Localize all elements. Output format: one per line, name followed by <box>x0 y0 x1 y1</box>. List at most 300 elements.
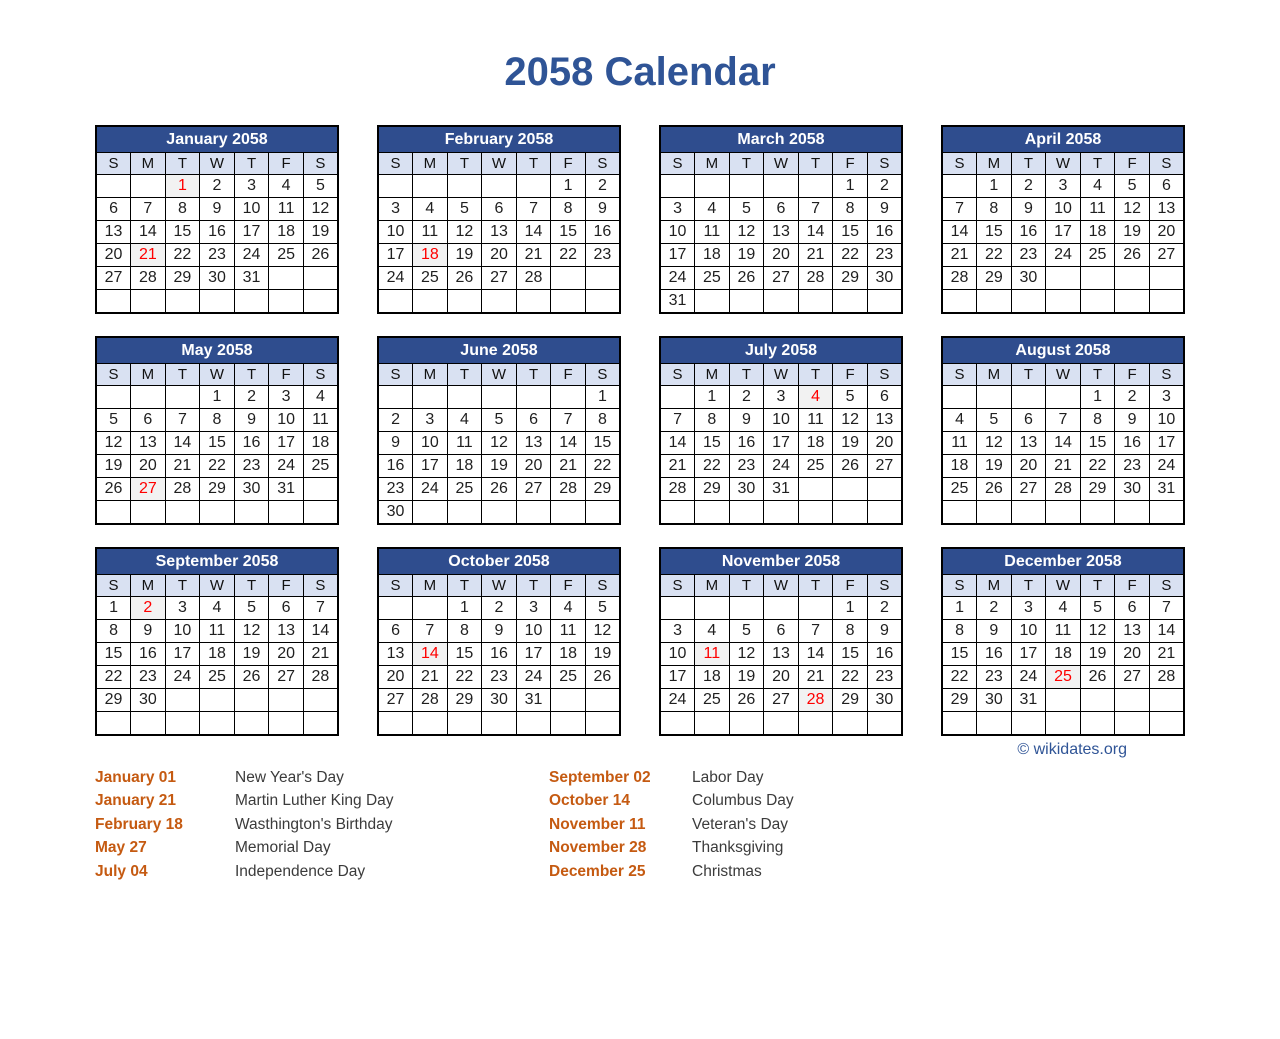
empty-cell <box>269 689 304 712</box>
week-row <box>378 455 620 478</box>
day-cell: 18 <box>269 221 304 244</box>
day-cell: 22 <box>695 455 730 478</box>
day-cell: 2 <box>482 597 517 620</box>
day-cell: 21 <box>798 666 833 689</box>
day-cell: 18 <box>695 666 730 689</box>
empty-cell <box>798 478 833 501</box>
day-cell: 7 <box>942 198 977 221</box>
day-cell: 9 <box>234 409 269 432</box>
empty-cell <box>96 386 131 409</box>
calendar-page <box>0 50 1280 883</box>
day-cell: 24 <box>378 267 413 290</box>
day-cell: 3 <box>165 597 200 620</box>
empty-cell <box>303 267 338 290</box>
day-cell: 11 <box>942 432 977 455</box>
holiday-item <box>95 813 549 836</box>
empty-cell <box>1046 290 1081 314</box>
empty-cell <box>942 290 977 314</box>
week-row <box>660 455 902 478</box>
weekday-header: S <box>660 153 695 175</box>
empty-cell <box>165 712 200 736</box>
holiday-name: Christmas <box>692 862 762 880</box>
weekday-header: T <box>165 364 200 386</box>
day-cell: 19 <box>729 666 764 689</box>
day-cell: 28 <box>551 478 586 501</box>
day-cell: 11 <box>447 432 482 455</box>
empty-cell <box>303 501 338 525</box>
empty-cell <box>482 175 517 198</box>
day-cell: 15 <box>200 432 235 455</box>
month-header: January 2058 <box>96 126 338 153</box>
week-row <box>942 409 1184 432</box>
day-cell: 13 <box>1115 620 1150 643</box>
day-cell: 10 <box>269 409 304 432</box>
empty-cell <box>516 386 551 409</box>
empty-cell <box>798 597 833 620</box>
empty-cell <box>303 290 338 314</box>
week-row <box>942 267 1184 290</box>
day-cell: 21 <box>551 455 586 478</box>
empty-cell <box>977 501 1012 525</box>
day-cell: 11 <box>695 221 730 244</box>
day-cell: 5 <box>977 409 1012 432</box>
week-row <box>378 712 620 736</box>
day-cell: 16 <box>200 221 235 244</box>
day-cell: 25 <box>798 455 833 478</box>
weekday-header: S <box>660 364 695 386</box>
day-cell: 13 <box>867 409 902 432</box>
day-cell: 6 <box>378 620 413 643</box>
day-cell: 9 <box>131 620 166 643</box>
empty-cell <box>234 290 269 314</box>
empty-cell <box>942 501 977 525</box>
empty-cell <box>551 290 586 314</box>
day-cell: 6 <box>516 409 551 432</box>
empty-cell <box>660 386 695 409</box>
weekday-header: F <box>833 364 868 386</box>
day-cell: 1 <box>695 386 730 409</box>
week-row <box>96 409 338 432</box>
day-cell: 13 <box>269 620 304 643</box>
empty-cell <box>977 386 1012 409</box>
day-cell: 8 <box>942 620 977 643</box>
empty-cell <box>131 175 166 198</box>
day-cell: 16 <box>378 455 413 478</box>
weekday-header: T <box>447 153 482 175</box>
weekday-header: T <box>1080 153 1115 175</box>
week-row <box>378 175 620 198</box>
week-row <box>96 478 338 501</box>
empty-cell <box>1115 267 1150 290</box>
empty-cell <box>1046 386 1081 409</box>
week-row <box>378 643 620 666</box>
day-cell: 30 <box>867 689 902 712</box>
day-cell: 25 <box>303 455 338 478</box>
empty-cell <box>729 175 764 198</box>
weekday-header: T <box>234 153 269 175</box>
day-cell: 26 <box>1115 244 1150 267</box>
day-cell: 1 <box>1080 386 1115 409</box>
day-cell: 21 <box>303 643 338 666</box>
day-cell: 7 <box>798 198 833 221</box>
day-cell: 30 <box>482 689 517 712</box>
weekday-header: S <box>1149 153 1184 175</box>
week-row <box>96 267 338 290</box>
day-cell: 4 <box>303 386 338 409</box>
day-cell: 17 <box>516 643 551 666</box>
day-cell: 3 <box>378 198 413 221</box>
day-cell: 3 <box>1046 175 1081 198</box>
empty-cell <box>131 290 166 314</box>
empty-cell <box>96 501 131 525</box>
day-cell: 25 <box>413 267 448 290</box>
weekday-header: W <box>1046 575 1081 597</box>
day-cell: 22 <box>833 666 868 689</box>
empty-cell <box>942 712 977 736</box>
weekday-header: W <box>764 364 799 386</box>
month-header: August 2058 <box>942 337 1184 364</box>
week-row <box>378 244 620 267</box>
day-cell: 18 <box>1046 643 1081 666</box>
day-cell: 7 <box>1046 409 1081 432</box>
week-row <box>378 689 620 712</box>
empty-cell <box>1149 501 1184 525</box>
day-cell: 28 <box>131 267 166 290</box>
day-cell: 17 <box>764 432 799 455</box>
day-cell: 25 <box>695 689 730 712</box>
day-cell: 14 <box>942 221 977 244</box>
holiday-name: Veteran's Day <box>692 815 789 833</box>
day-cell: 1 <box>833 597 868 620</box>
empty-cell <box>482 290 517 314</box>
day-cell: 7 <box>165 409 200 432</box>
day-cell: 3 <box>660 198 695 221</box>
weekday-header: S <box>867 364 902 386</box>
day-cell: 13 <box>96 221 131 244</box>
week-row <box>660 244 902 267</box>
empty-cell <box>1011 290 1046 314</box>
weekday-header: W <box>1046 153 1081 175</box>
empty-cell <box>798 501 833 525</box>
day-cell: 12 <box>833 409 868 432</box>
day-cell: 6 <box>269 597 304 620</box>
day-cell: 3 <box>1149 386 1184 409</box>
day-cell: 23 <box>977 666 1012 689</box>
day-cell: 5 <box>482 409 517 432</box>
day-cell: 2 <box>200 175 235 198</box>
day-cell: 15 <box>165 221 200 244</box>
day-cell: 14 <box>131 221 166 244</box>
week-row <box>942 175 1184 198</box>
month-calendar <box>377 547 621 736</box>
holiday-name: Labor Day <box>692 769 764 786</box>
empty-cell <box>1080 712 1115 736</box>
weekday-header: T <box>1080 575 1115 597</box>
week-row <box>378 386 620 409</box>
day-cell: 23 <box>729 455 764 478</box>
day-cell: 24 <box>660 267 695 290</box>
holiday-day-cell: 25 <box>1046 666 1081 689</box>
empty-cell <box>482 712 517 736</box>
day-cell: 3 <box>516 597 551 620</box>
weekday-header: F <box>1115 575 1150 597</box>
holiday-name: Memorial Day <box>235 839 331 857</box>
day-cell: 23 <box>200 244 235 267</box>
weekday-header: S <box>1149 364 1184 386</box>
empty-cell <box>447 386 482 409</box>
day-cell: 21 <box>165 455 200 478</box>
day-cell: 11 <box>269 198 304 221</box>
empty-cell <box>1046 501 1081 525</box>
day-cell: 20 <box>1115 643 1150 666</box>
day-cell: 22 <box>96 666 131 689</box>
day-cell: 20 <box>131 455 166 478</box>
day-cell: 30 <box>1011 267 1046 290</box>
calendar-grid <box>95 125 1185 736</box>
week-row <box>96 432 338 455</box>
day-cell: 8 <box>833 198 868 221</box>
day-cell: 25 <box>447 478 482 501</box>
day-cell: 16 <box>867 643 902 666</box>
empty-cell <box>516 175 551 198</box>
day-cell: 28 <box>413 689 448 712</box>
empty-cell <box>378 290 413 314</box>
holiday-day-cell: 18 <box>413 244 448 267</box>
empty-cell <box>1046 712 1081 736</box>
day-cell: 10 <box>378 221 413 244</box>
day-cell: 18 <box>303 432 338 455</box>
day-cell: 23 <box>234 455 269 478</box>
day-cell: 29 <box>200 478 235 501</box>
day-cell: 17 <box>269 432 304 455</box>
day-cell: 23 <box>131 666 166 689</box>
day-cell: 26 <box>729 267 764 290</box>
day-cell: 29 <box>1080 478 1115 501</box>
day-cell: 31 <box>1011 689 1046 712</box>
empty-cell <box>764 290 799 314</box>
holiday-day-cell: 2 <box>131 597 166 620</box>
weekday-header: T <box>1011 575 1046 597</box>
day-cell: 5 <box>1115 175 1150 198</box>
day-cell: 21 <box>942 244 977 267</box>
week-row <box>96 689 338 712</box>
holiday-date: January 21 <box>95 792 176 810</box>
day-cell: 29 <box>96 689 131 712</box>
attribution-link[interactable]: © wikidates.org <box>1017 741 1127 758</box>
day-cell: 23 <box>1011 244 1046 267</box>
weekday-header: S <box>303 364 338 386</box>
day-cell: 26 <box>585 666 620 689</box>
day-cell: 21 <box>516 244 551 267</box>
day-cell: 4 <box>695 620 730 643</box>
day-cell: 31 <box>269 478 304 501</box>
empty-cell <box>482 386 517 409</box>
week-row <box>96 712 338 736</box>
day-cell: 2 <box>867 175 902 198</box>
empty-cell <box>695 597 730 620</box>
week-row <box>660 666 902 689</box>
empty-cell <box>867 501 902 525</box>
holiday-item <box>95 836 549 859</box>
day-cell: 27 <box>516 478 551 501</box>
month-calendar <box>377 336 621 525</box>
weekday-header: S <box>303 153 338 175</box>
day-cell: 12 <box>729 221 764 244</box>
day-cell: 17 <box>234 221 269 244</box>
day-cell: 1 <box>96 597 131 620</box>
day-cell: 4 <box>269 175 304 198</box>
day-cell: 15 <box>977 221 1012 244</box>
day-cell: 6 <box>764 198 799 221</box>
day-cell: 11 <box>303 409 338 432</box>
day-cell: 19 <box>447 244 482 267</box>
day-cell: 23 <box>867 244 902 267</box>
day-cell: 4 <box>1080 175 1115 198</box>
empty-cell <box>977 712 1012 736</box>
week-row <box>660 290 902 314</box>
day-cell: 18 <box>942 455 977 478</box>
holiday-item <box>549 766 794 789</box>
day-cell: 2 <box>585 175 620 198</box>
day-cell: 12 <box>303 198 338 221</box>
weekday-header: T <box>447 364 482 386</box>
day-cell: 29 <box>833 689 868 712</box>
holiday-date: November 28 <box>549 839 647 857</box>
day-cell: 9 <box>585 198 620 221</box>
month-calendar <box>941 336 1185 525</box>
day-cell: 2 <box>1011 175 1046 198</box>
day-cell: 16 <box>1115 432 1150 455</box>
empty-cell <box>269 267 304 290</box>
empty-cell <box>200 689 235 712</box>
empty-cell <box>269 712 304 736</box>
empty-cell <box>447 501 482 525</box>
day-cell: 12 <box>729 643 764 666</box>
empty-cell <box>447 712 482 736</box>
weekday-header: M <box>131 364 166 386</box>
day-cell: 30 <box>131 689 166 712</box>
day-cell: 6 <box>131 409 166 432</box>
weekday-header: F <box>833 153 868 175</box>
day-cell: 21 <box>1149 643 1184 666</box>
month-header: February 2058 <box>378 126 620 153</box>
day-cell: 13 <box>482 221 517 244</box>
day-cell: 10 <box>1011 620 1046 643</box>
day-cell: 14 <box>516 221 551 244</box>
month-header: November 2058 <box>660 548 902 575</box>
week-row <box>660 198 902 221</box>
day-cell: 2 <box>234 386 269 409</box>
day-cell: 18 <box>1080 221 1115 244</box>
day-cell: 19 <box>977 455 1012 478</box>
holiday-day-cell: 1 <box>165 175 200 198</box>
day-cell: 28 <box>1149 666 1184 689</box>
month-calendar <box>95 125 339 314</box>
day-cell: 8 <box>977 198 1012 221</box>
week-row <box>96 175 338 198</box>
day-cell: 30 <box>200 267 235 290</box>
day-cell: 10 <box>660 643 695 666</box>
day-cell: 13 <box>131 432 166 455</box>
empty-cell <box>764 175 799 198</box>
day-cell: 20 <box>1149 221 1184 244</box>
day-cell: 28 <box>516 267 551 290</box>
empty-cell <box>234 689 269 712</box>
empty-cell <box>96 712 131 736</box>
empty-cell <box>165 386 200 409</box>
day-cell: 30 <box>977 689 1012 712</box>
day-cell: 31 <box>516 689 551 712</box>
day-cell: 29 <box>585 478 620 501</box>
empty-cell <box>764 501 799 525</box>
holiday-date: October 14 <box>549 792 630 810</box>
day-cell: 3 <box>413 409 448 432</box>
empty-cell <box>1115 501 1150 525</box>
holiday-item <box>95 860 549 883</box>
empty-cell <box>551 501 586 525</box>
month-calendar <box>95 336 339 525</box>
day-cell: 4 <box>1046 597 1081 620</box>
day-cell: 14 <box>660 432 695 455</box>
day-cell: 22 <box>200 455 235 478</box>
day-cell: 29 <box>833 267 868 290</box>
week-row <box>942 386 1184 409</box>
weekday-header: W <box>200 364 235 386</box>
day-cell: 29 <box>942 689 977 712</box>
day-cell: 13 <box>764 643 799 666</box>
empty-cell <box>516 501 551 525</box>
empty-cell <box>1046 689 1081 712</box>
day-cell: 3 <box>234 175 269 198</box>
week-row <box>378 267 620 290</box>
holiday-date: January 01 <box>95 769 176 786</box>
weekday-header: F <box>1115 364 1150 386</box>
empty-cell <box>96 290 131 314</box>
day-cell: 30 <box>378 501 413 525</box>
day-cell: 5 <box>729 620 764 643</box>
day-cell: 20 <box>96 244 131 267</box>
empty-cell <box>695 712 730 736</box>
holiday-name: Independence Day <box>235 862 366 880</box>
month-calendar <box>941 547 1185 736</box>
day-cell: 28 <box>165 478 200 501</box>
empty-cell <box>1115 712 1150 736</box>
day-cell: 27 <box>378 689 413 712</box>
day-cell: 14 <box>1149 620 1184 643</box>
day-cell: 26 <box>1080 666 1115 689</box>
day-cell: 1 <box>585 386 620 409</box>
holiday-item <box>549 789 794 812</box>
week-row <box>378 597 620 620</box>
day-cell: 6 <box>867 386 902 409</box>
empty-cell <box>729 290 764 314</box>
empty-cell <box>1046 267 1081 290</box>
day-cell: 15 <box>447 643 482 666</box>
day-cell: 28 <box>942 267 977 290</box>
weekday-header: M <box>413 153 448 175</box>
day-cell: 11 <box>200 620 235 643</box>
empty-cell <box>303 478 338 501</box>
day-cell: 13 <box>516 432 551 455</box>
day-cell: 22 <box>977 244 1012 267</box>
day-cell: 26 <box>96 478 131 501</box>
day-cell: 7 <box>551 409 586 432</box>
month-calendar <box>95 547 339 736</box>
weekday-header: T <box>516 575 551 597</box>
day-cell: 10 <box>413 432 448 455</box>
weekday-header: S <box>660 575 695 597</box>
day-cell: 19 <box>482 455 517 478</box>
